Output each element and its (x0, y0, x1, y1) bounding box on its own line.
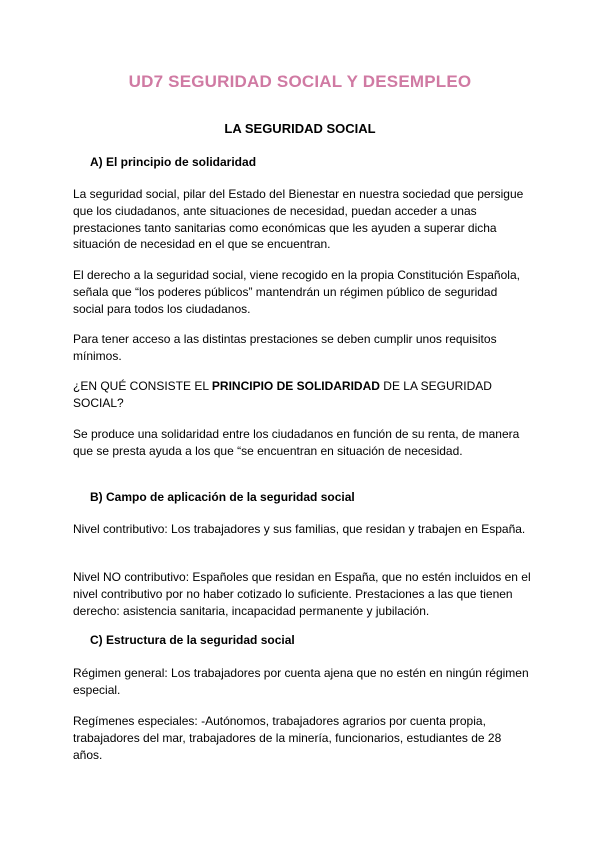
question-text-bold: PRINCIPIO DE SOLIDARIDAD (211, 379, 380, 393)
paragraph-b1: Nivel contributivo: Los trabajadores y sus familias, que residan y trabajen en España. (73, 522, 526, 536)
paragraph-a3: Para tener acceso a las distintas prestaciones se deben cumplir unos requisitos mínimos. (73, 332, 497, 363)
paragraph-c2: Regímenes especiales: -Autónomos, trabajadores agrarios por cuenta propia, trabajadores del mar, trabajadores de la minería, funcionarios, estudiantes de 28 años. (73, 714, 502, 762)
document-title: UD7 SEGURIDAD SOCIAL Y DESEMPLEO (128, 72, 472, 91)
heading-a: A) El principio de solidaridad (90, 155, 257, 169)
paragraph-c1: Régimen general: Los trabajadores por cuenta ajena que no estén en ningún régimen especial. (73, 666, 529, 697)
paragraph-a4: Se produce una solidaridad entre los ciudadanos en función de su renta, de manera que se presta ayuda a los que “se encuentran en situación de necesidad. (73, 427, 520, 458)
question-paragraph (73, 378, 531, 412)
paragraph-b2: Nivel NO contributivo: Españoles que residan en España, que no estén incluidos en el nivel contributivo por no haber cotizado lo suficiente. Prestaciones a las que tienen derecho: asistencia sanitaria, incapacidad permanente y jubilación. (73, 570, 531, 618)
question-text-start: ¿EN QUÉ CONSISTE EL (73, 379, 212, 393)
heading-c: C) Estructura de la seguridad social (90, 633, 295, 647)
heading-b: B) Campo de aplicación de la seguridad social (90, 490, 355, 504)
question-text-end: DE LA SEGURIDAD SOCIAL? (73, 379, 492, 410)
paragraph-a1: La seguridad social, pilar del Estado del Bienestar en nuestra sociedad que persigue que los ciudadanos, ante situaciones de necesidad, puedan acceder a unas prestaciones tanto sanitarias como económicas que les ayuden a superar dicha situación de necesidad en el que se encuentran. (73, 187, 524, 252)
paragraph-a2: El derecho a la seguridad social, viene recogido en la propia Constitución Española, señala que “los poderes públicos” mantendrán un régimen público de seguridad social para todos los ciudadanos. (73, 268, 520, 316)
section-title: LA SEGURIDAD SOCIAL (224, 121, 376, 136)
